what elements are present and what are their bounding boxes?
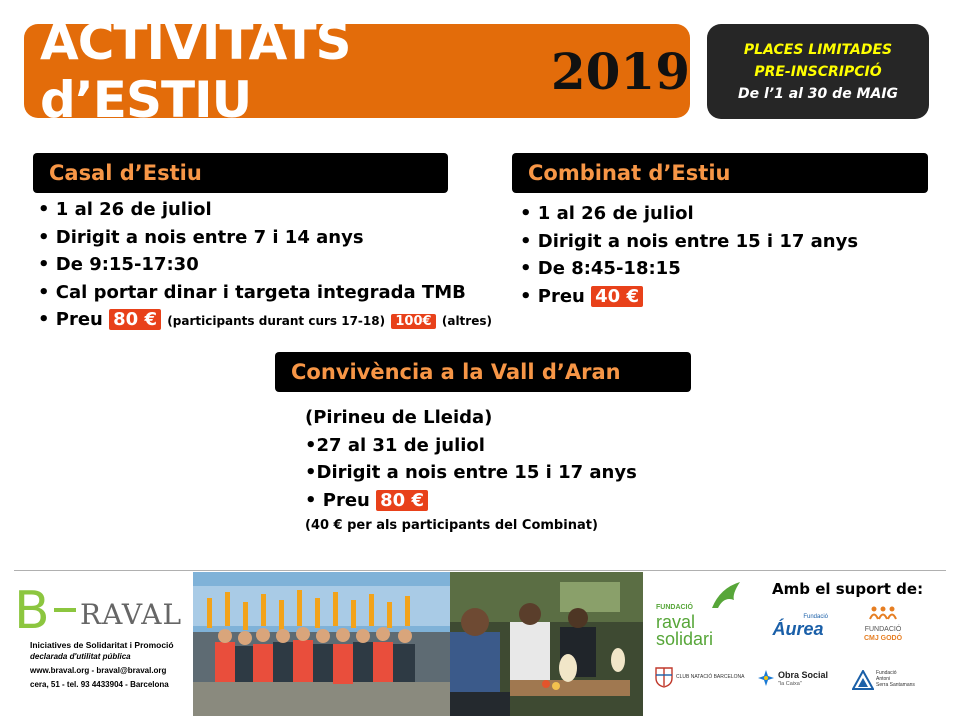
combinat-header	[512, 153, 928, 193]
price-label: • Preu	[305, 489, 370, 511]
picnic-photo	[450, 572, 643, 716]
braval-line1: Iniciatives de Solidaritat i Promoció	[30, 640, 174, 650]
list-item: (Pirineu de Lleida)	[305, 407, 493, 428]
star-icon	[758, 670, 774, 686]
svg-text:RAVAL: RAVAL	[80, 598, 183, 631]
footer-divider	[14, 570, 946, 571]
obra-social-logo	[758, 668, 830, 692]
combinat-price-row	[520, 283, 858, 311]
solidari-word: solidari	[656, 629, 714, 649]
price-label: • Preu	[520, 285, 585, 307]
price-note: (40 € per als participants del Combinat)	[305, 518, 598, 533]
obra-line1: Obra Social	[778, 670, 829, 680]
title-year: 2019	[550, 41, 690, 101]
aurea-logo	[768, 614, 828, 644]
list-item: • De 9:15-17:30	[38, 254, 199, 275]
price-label: • Preu	[38, 309, 103, 330]
shield-icon	[654, 666, 674, 688]
braval-contact: www.braval.org - braval@braval.org	[30, 666, 167, 675]
convivencia-price-row	[305, 487, 637, 515]
preregistration-text: PRE-INSCRIPCIÓ	[754, 63, 882, 80]
braval-line2: declarada d'utilitat pública	[30, 652, 131, 661]
list-item: •27 al 31 de juliol	[305, 434, 485, 456]
preregistration-dates: De l’1 al 30 de MAIG	[737, 85, 899, 102]
raval-word: raval	[656, 612, 696, 632]
braval-logo	[14, 578, 190, 718]
casal-price-row	[38, 306, 492, 336]
list-item: • Dirigit a nois entre 7 i 14 anys	[38, 226, 364, 248]
aurea-small: Fundació	[803, 614, 828, 620]
svg-text:B: B	[14, 581, 50, 638]
combinat-details	[520, 200, 858, 310]
fundacio-serra-logo	[852, 668, 922, 694]
places-limited-text: PLACES LIMITADES	[743, 41, 893, 58]
convivencia-header	[275, 352, 691, 392]
aurea-main: Áurea	[772, 619, 824, 639]
casal-header	[33, 153, 448, 193]
obra-line2: "la Caixa"	[778, 681, 802, 687]
fundacio-line1: Fundació	[876, 670, 897, 676]
group-kayak-photo	[193, 572, 450, 716]
page-title: ACTIVITATS d’ESTIU	[40, 13, 351, 129]
convivencia-title: Convivència a la Vall d’Aran	[291, 360, 621, 384]
price-badge: 80 €	[109, 309, 161, 330]
casal-title: Casal d’Estiu	[49, 161, 202, 185]
braval-logo-icon	[14, 578, 190, 638]
places-notice	[707, 24, 929, 119]
fundacio-line2: Antoni	[876, 676, 891, 682]
casal-details	[38, 196, 492, 336]
list-item: • 1 al 26 de juliol	[38, 199, 212, 220]
triangle-icon	[852, 670, 874, 690]
price-badge: 100€	[391, 314, 435, 329]
price-badge: 40 €	[591, 286, 643, 307]
list-item: • Dirigit a nois entre 15 i 17 anys	[520, 230, 859, 252]
raval-main	[656, 614, 713, 648]
list-item: • De 8:45-18:15	[520, 258, 681, 279]
natacio-text: CLUB NATACIÓ BARCELONA	[676, 674, 745, 680]
fundacio-serra-text	[876, 670, 915, 688]
braval-address: cera, 51 - tel. 93 4433904 - Barcelona	[30, 680, 169, 689]
price-note: (altres)	[441, 314, 492, 328]
title-banner	[24, 13, 690, 129]
combinat-title: Combinat d’Estiu	[528, 161, 731, 185]
cmj-line1: FUNDACIÓ	[864, 626, 902, 633]
support-title: Amb el suport de:	[772, 580, 924, 598]
cmj-line2: CMJ GODÓ	[863, 635, 903, 642]
list-item: • 1 al 26 de juliol	[520, 203, 694, 224]
price-badge: 80 €	[376, 490, 428, 511]
raval-small: FUNDACIÓ	[656, 604, 693, 611]
people-icon	[868, 606, 898, 620]
convivencia-details	[305, 404, 637, 538]
list-item: • Cal portar dinar i targeta integrada TMB	[38, 281, 466, 303]
fundacio-line3: Serra Santamans	[876, 682, 915, 688]
cmj-godo-logo	[858, 606, 908, 646]
price-note: (participants durant curs 17-18)	[167, 314, 386, 328]
raval-solidari-logo	[654, 580, 750, 652]
list-item: •Dirigit a nois entre 15 i 17 anys	[305, 462, 637, 483]
club-natacio-logo	[654, 666, 744, 696]
